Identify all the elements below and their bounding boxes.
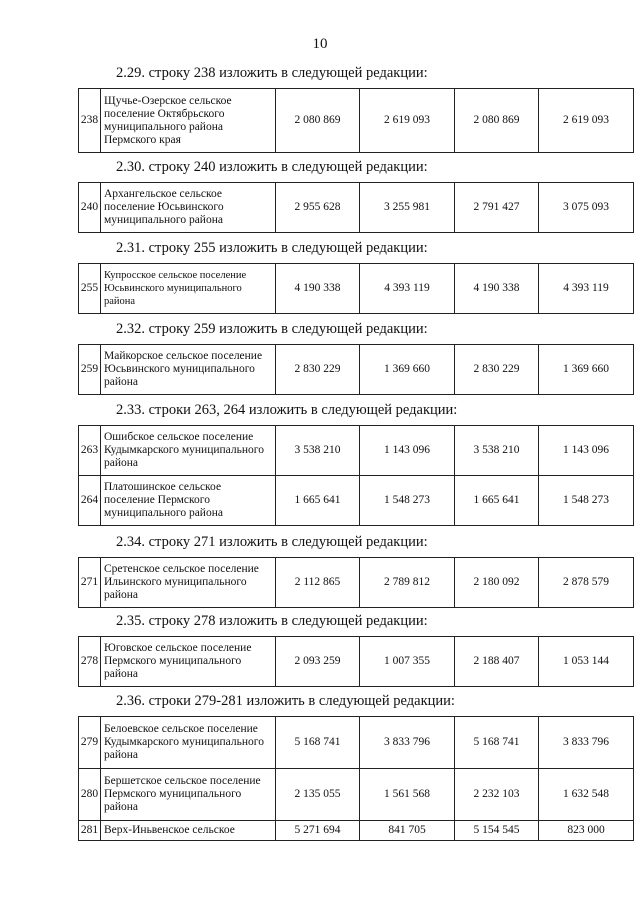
value-cell: 841 705 [360, 821, 455, 841]
value-cell: 2 955 628 [276, 183, 360, 233]
table-row [79, 476, 634, 526]
value-cell: 1 143 096 [539, 426, 634, 476]
value-cell: 3 075 093 [539, 183, 634, 233]
section-heading: 2.33. строки 263, 264 изложить в следующей редакции: [116, 402, 458, 418]
value-cell: 2 878 579 [539, 558, 634, 608]
amendment-table [78, 182, 634, 233]
settlement-name: Ошибское сельское поселение Кудымкарского муниципального района [101, 426, 276, 476]
table-row [79, 426, 634, 476]
value-cell: 5 168 741 [276, 717, 360, 769]
value-cell: 1 548 273 [360, 476, 455, 526]
row-number: 280 [79, 769, 101, 821]
value-cell: 2 093 259 [276, 637, 360, 687]
row-number: 238 [79, 89, 101, 153]
value-cell: 2 791 427 [455, 183, 539, 233]
value-cell: 1 665 641 [455, 476, 539, 526]
section-heading: 2.30. строку 240 изложить в следующей редакции: [116, 159, 428, 175]
value-cell: 2 080 869 [455, 89, 539, 153]
table-row [79, 821, 634, 841]
settlement-name: Щучье-Озерское сельское поселение Октябрьского муниципального района Пермского края [101, 89, 276, 153]
amendment-table [78, 716, 634, 841]
value-cell: 5 154 545 [455, 821, 539, 841]
value-cell: 823 000 [539, 821, 634, 841]
value-cell: 1 548 273 [539, 476, 634, 526]
row-number: 259 [79, 345, 101, 395]
amendment-table [78, 344, 634, 395]
section-heading: 2.29. строку 238 изложить в следующей редакции: [116, 65, 428, 81]
section-2-36 [78, 692, 608, 841]
settlement-name: Платошинское сельское поселение Пермского муниципального района [101, 476, 276, 526]
value-cell: 1 053 144 [539, 637, 634, 687]
row-number: 263 [79, 426, 101, 476]
value-cell: 2 080 869 [276, 89, 360, 153]
section-heading: 2.31. строку 255 изложить в следующей редакции: [116, 240, 428, 256]
amendment-table [78, 557, 634, 608]
section-2-32 [78, 320, 608, 395]
value-cell: 3 255 981 [360, 183, 455, 233]
value-cell: 2 180 092 [455, 558, 539, 608]
row-number: 278 [79, 637, 101, 687]
table-row [79, 558, 634, 608]
value-cell: 1 143 096 [360, 426, 455, 476]
value-cell: 2 232 103 [455, 769, 539, 821]
table-row [79, 637, 634, 687]
section-2-30 [78, 158, 608, 233]
value-cell: 4 190 338 [455, 264, 539, 314]
value-cell: 2 135 055 [276, 769, 360, 821]
row-number: 279 [79, 717, 101, 769]
section-heading: 2.35. строку 278 изложить в следующей редакции: [116, 613, 428, 629]
value-cell: 5 168 741 [455, 717, 539, 769]
settlement-name: Бершетское сельское поселение Пермского муниципального района [101, 769, 276, 821]
table-row [79, 769, 634, 821]
table-row [79, 89, 634, 153]
section-2-35 [78, 612, 608, 687]
section-heading: 2.32. строку 259 изложить в следующей редакции: [116, 321, 428, 337]
value-cell: 2 619 093 [360, 89, 455, 153]
table-row [79, 264, 634, 314]
settlement-name: Сретенское сельское поселение Ильинского муниципального района [101, 558, 276, 608]
row-number: 240 [79, 183, 101, 233]
amendment-table [78, 263, 634, 314]
value-cell: 2 112 865 [276, 558, 360, 608]
settlement-name: Архангельское сельское поселение Юсьвинского муниципального района [101, 183, 276, 233]
row-number: 281 [79, 821, 101, 841]
section-2-31 [78, 239, 608, 314]
value-cell: 2 619 093 [539, 89, 634, 153]
value-cell: 3 833 796 [539, 717, 634, 769]
value-cell: 1 369 660 [360, 345, 455, 395]
amendment-table [78, 425, 634, 526]
settlement-name: Майкорское сельское поселение Юсьвинского муниципального района [101, 345, 276, 395]
row-number: 255 [79, 264, 101, 314]
amendment-table [78, 88, 634, 153]
settlement-name: Купросское сельское поселение Юсьвинского муниципального района [101, 264, 276, 314]
page-number: 10 [312, 36, 328, 52]
value-cell: 5 271 694 [276, 821, 360, 841]
row-number: 264 [79, 476, 101, 526]
value-cell: 1 007 355 [360, 637, 455, 687]
value-cell: 1 369 660 [539, 345, 634, 395]
settlement-name: Юговское сельское поселение Пермского муниципального района [101, 637, 276, 687]
value-cell: 2 188 407 [455, 637, 539, 687]
value-cell: 1 632 548 [539, 769, 634, 821]
value-cell: 4 190 338 [276, 264, 360, 314]
value-cell: 2 789 812 [360, 558, 455, 608]
settlement-name: Белоевское сельское поселение Кудымкарского муниципального района [101, 717, 276, 769]
value-cell: 4 393 119 [360, 264, 455, 314]
settlement-name: Верх-Иньвенское сельское [101, 821, 276, 841]
amendment-table [78, 636, 634, 687]
section-2-34 [78, 533, 608, 608]
value-cell: 2 830 229 [276, 345, 360, 395]
row-number: 271 [79, 558, 101, 608]
value-cell: 4 393 119 [539, 264, 634, 314]
table-row [79, 345, 634, 395]
value-cell: 3 833 796 [360, 717, 455, 769]
section-2-29 [78, 64, 608, 153]
section-heading: 2.36. строки 279-281 изложить в следующей редакции: [116, 693, 455, 709]
table-row [79, 183, 634, 233]
value-cell: 1 561 568 [360, 769, 455, 821]
value-cell: 1 665 641 [276, 476, 360, 526]
table-row [79, 717, 634, 769]
value-cell: 3 538 210 [455, 426, 539, 476]
value-cell: 3 538 210 [276, 426, 360, 476]
section-2-33 [78, 401, 608, 526]
section-heading: 2.34. строку 271 изложить в следующей редакции: [116, 534, 428, 550]
value-cell: 2 830 229 [455, 345, 539, 395]
